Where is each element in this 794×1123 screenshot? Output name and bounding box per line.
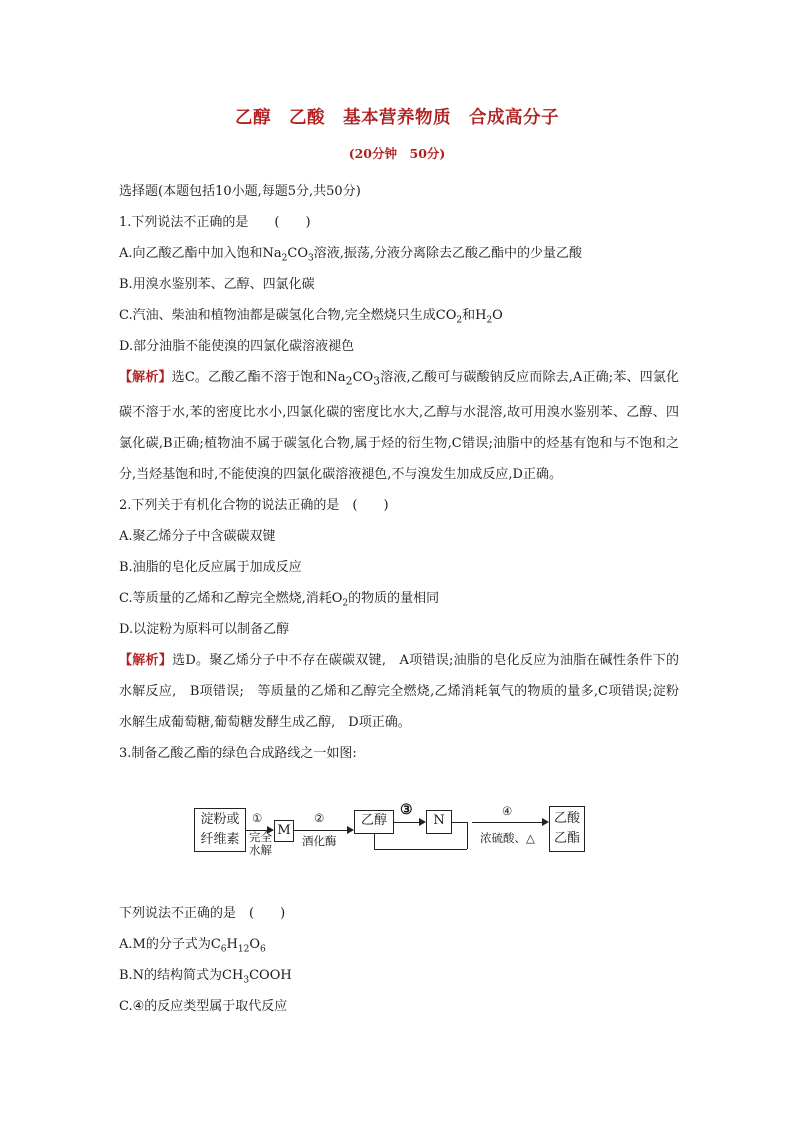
q1-stem: 1.下列说法不正确的是 ( )	[119, 215, 311, 230]
step2-condition: 酒化酶	[302, 834, 337, 848]
q1-option-c: C.汽油、柴油和植物油都是碳氢化合物,完全燃烧只生成$CO_2$和$H_2O$	[119, 308, 503, 326]
step4-condition: 浓硫酸、△	[480, 831, 535, 845]
q2-option-c: C.等质量的乙烯和乙醇完全燃烧,消耗$O_2$的物质的量相同	[119, 590, 440, 609]
feedback-line	[374, 849, 467, 850]
feedback-line	[467, 822, 468, 849]
q2-option-a: A.聚乙烯分子中含碳碳双键	[119, 528, 276, 544]
arrow-step2	[294, 830, 349, 831]
arrow-head-icon	[542, 818, 549, 826]
step1-condition: 完全 水解	[249, 830, 272, 857]
page-subtitle: (20分钟 50分)	[348, 146, 446, 161]
starch-cellulose-box: 淀粉或 纤维素	[194, 808, 246, 852]
page-title: 乙醇 乙酸 基本营养物质 合成高分子	[235, 108, 559, 128]
q2-analysis: 【解析】选D。聚乙烯分子中不存在碳碳双键, A项错误;油脂的皂化反应为油脂在碱性条件下的水解反应, B项错误; 等质量的乙烯和乙醇完全燃烧,乙烯消耗氧气的物质的量多,C项错误;淀粉水解生成葡萄糖,葡萄糖发酵生成乙醇, D项正确。	[119, 652, 679, 730]
arrow-step4	[472, 822, 544, 823]
compound-n-box: N	[426, 810, 452, 834]
feedback-line	[452, 822, 467, 823]
step2-number: ②	[314, 811, 325, 825]
q3-stem: 3.制备乙酸乙酯的绿色合成路线之一如图:	[119, 745, 357, 761]
q1-option-a: A.向乙酸乙酯中加入饱和$Na_2CO_3$溶液,振荡,分液分离除去乙酸乙酯中的少量乙酸	[119, 246, 582, 264]
arrow-head-icon	[347, 826, 354, 834]
analysis-tag: 【解析】	[119, 652, 173, 668]
q3-prompt: 下列说法不正确的是 ( )	[119, 906, 286, 921]
step3-number: ③	[400, 802, 413, 818]
q3-option-b: B.N的结构简式为$CH_3COOH$	[119, 968, 292, 986]
q3-option-c: C.④的反应类型属于取代反应	[119, 999, 288, 1014]
compound-m-box: M	[274, 820, 294, 842]
q1-option-d: D.部分油脂不能使溴的四氯化碳溶液褪色	[119, 339, 355, 354]
step4-number: ④	[502, 804, 513, 818]
questions-body	[119, 176, 679, 769]
q2-option-d: D.以淀粉为原料可以制备乙醇	[119, 621, 290, 637]
ethyl-acetate-box: 乙酸 乙酯	[549, 806, 585, 852]
synthesis-route-diagram	[194, 800, 594, 860]
q2-stem: 2.下列关于有机化合物的说法正确的是 ( )	[119, 497, 389, 513]
step1-number: ①	[252, 811, 263, 825]
q1-option-b: B.用溴水鉴别苯、乙醇、四氯化碳	[119, 277, 315, 292]
q3-options	[119, 898, 679, 1022]
arrow-head-icon	[419, 818, 426, 826]
q3-option-a: A.M的分子式为$C_6H_{12}O_6$	[119, 937, 266, 955]
analysis-tag: 【解析】	[119, 370, 172, 385]
q2-option-b: B.油脂的皂化反应属于加成反应	[119, 559, 302, 575]
ethanol-box: 乙醇	[354, 810, 394, 834]
arrow-step3	[394, 822, 421, 823]
feedback-line	[374, 834, 375, 849]
q1-analysis: 【解析】选C。乙酸乙酯不溶于饱和$Na_2CO_3$溶液,乙酸可与碳酸钠反应而除去,A正确;苯、四氯化碳不溶于水,苯的密度比水小,四氯化碳的密度比水大,乙醇与水混溶,故可用溴水鉴别苯、乙醇、四氯化碳,B正确;植物油不属于碳氢化合物,属于烃的衍生物,C错误;油脂中的烃基有饱和与不饱和之分,当烃基饱和时,不能使溴的四氯化碳溶液褪色,不与溴发生加成反应,D正确。	[119, 370, 679, 482]
section-intro: 选择题(本题包括10小题,每题5分,共50分)	[119, 184, 361, 199]
